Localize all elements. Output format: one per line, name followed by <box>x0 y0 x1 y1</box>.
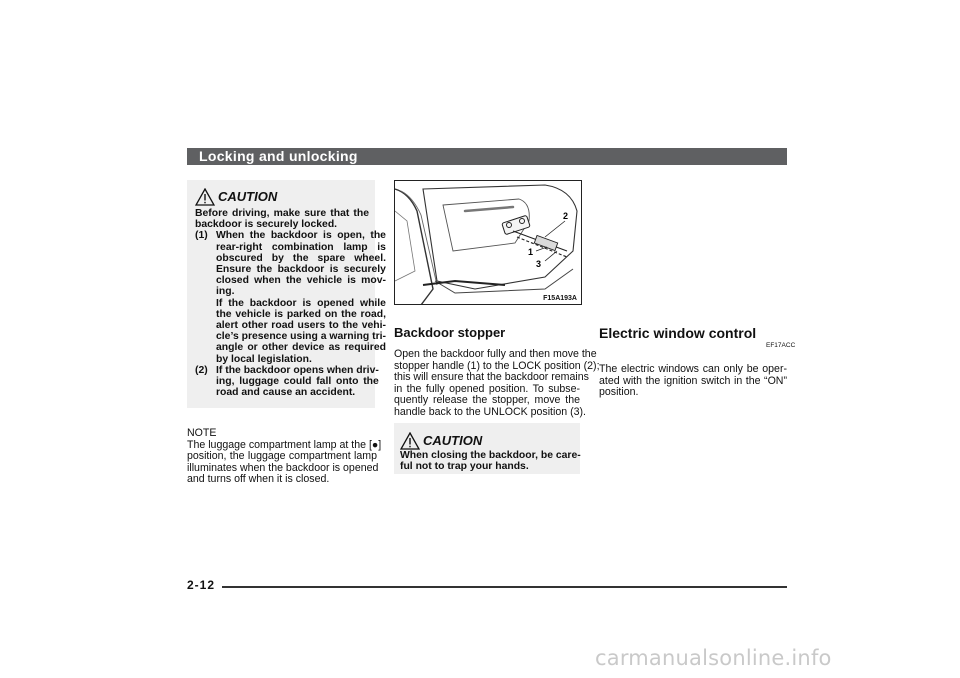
caution-item-number: (1) <box>195 230 208 242</box>
caution-heading <box>400 432 574 450</box>
body-line: stopper handle (1) to the LOCK position (2); <box>394 359 600 372</box>
backdoor-stopper-figure <box>394 180 582 305</box>
caution-box-backdoor <box>187 180 386 408</box>
caution-label: CAUTION <box>423 433 483 448</box>
body-line: quently release the stopper, move the <box>394 394 580 407</box>
section-title: Locking and unlocking <box>199 148 358 164</box>
caution-label: CAUTION <box>218 189 278 204</box>
caution-line: ing. <box>216 286 235 298</box>
note-line: and turns off when it is closed. <box>187 473 330 486</box>
caution-line: If the backdoor opens when driv- <box>216 364 379 376</box>
note-line: position, the luggage compartment lamp <box>187 450 377 463</box>
backdoor-stopper-heading: Backdoor stopper <box>394 325 506 340</box>
caution-item-2 <box>195 364 379 399</box>
page-number: 2-12 <box>187 578 216 592</box>
body-line: handle back to the UNLOCK position (3). <box>394 405 586 418</box>
figure-code: F15A193A <box>543 295 577 302</box>
caution-line: If the backdoor is opened while <box>216 297 386 309</box>
caution-intro-line: Before driving, make sure that the <box>195 208 369 219</box>
caution-line: obscured by the spare wheel. <box>216 252 386 264</box>
caution-line: When closing the backdoor, be care- <box>400 450 581 461</box>
watermark: carmanualsonline.info <box>595 646 832 670</box>
caution-line: the vehicle is parked on the road, <box>216 308 386 320</box>
caution-line: by local legislation. <box>216 353 312 365</box>
note-block <box>187 427 382 486</box>
note-line: The luggage compartment lamp at the [●] <box>187 438 382 451</box>
caution-item-1 <box>195 230 386 365</box>
warning-triangle-icon <box>195 188 215 206</box>
caution-heading <box>195 188 369 206</box>
section-reference-code: EF17ACC <box>766 342 796 349</box>
caution-line: Ensure the backdoor is securely <box>216 264 386 276</box>
warning-triangle-icon <box>400 432 420 450</box>
caution-line: angle or other device as required <box>216 342 386 354</box>
caution-intro-line: backdoor is securely locked. <box>195 219 338 231</box>
caution-box-closing <box>394 423 580 474</box>
caution-line: rear-right combination lamp is <box>216 241 386 253</box>
caution-item-number: (2) <box>195 364 208 376</box>
backdoor-stopper-text <box>394 348 600 419</box>
electric-window-text <box>599 364 787 399</box>
section-header-bar <box>187 148 787 165</box>
caution-line: road and cause an accident. <box>216 387 356 399</box>
body-line: in the fully opened position. To subse- <box>394 382 580 395</box>
electric-window-heading: Electric window control <box>599 325 757 341</box>
body-line: The electric windows can only be oper- <box>599 363 787 375</box>
caution-line: alert other road users to the vehi- <box>216 320 386 332</box>
note-line: illuminates when the backdoor is opened <box>187 461 379 474</box>
caution-line: ing, luggage could fall onto the <box>216 376 379 388</box>
callout-1: 1 <box>528 247 534 257</box>
body-line: ated with the ignition switch in the “ON” <box>599 374 787 387</box>
caution-line: ful not to trap your hands. <box>400 461 529 473</box>
callout-2: 2 <box>563 211 569 221</box>
footer-rule <box>222 586 787 588</box>
body-line: Open the backdoor fully and then move the <box>394 348 597 360</box>
callout-3: 3 <box>536 259 542 269</box>
caution-line: When the backdoor is open, the <box>216 230 386 242</box>
backdoor-illustration <box>395 181 582 305</box>
caution-line: closed when the vehicle is mov- <box>216 275 386 287</box>
caution-text <box>400 450 581 473</box>
body-line: position. <box>599 386 639 399</box>
caution-text <box>195 208 386 399</box>
body-line: this will ensure that the backdoor remains <box>394 371 589 384</box>
note-heading: NOTE <box>187 427 217 439</box>
caution-line: cle’s presence using a warning tri- <box>216 331 386 343</box>
